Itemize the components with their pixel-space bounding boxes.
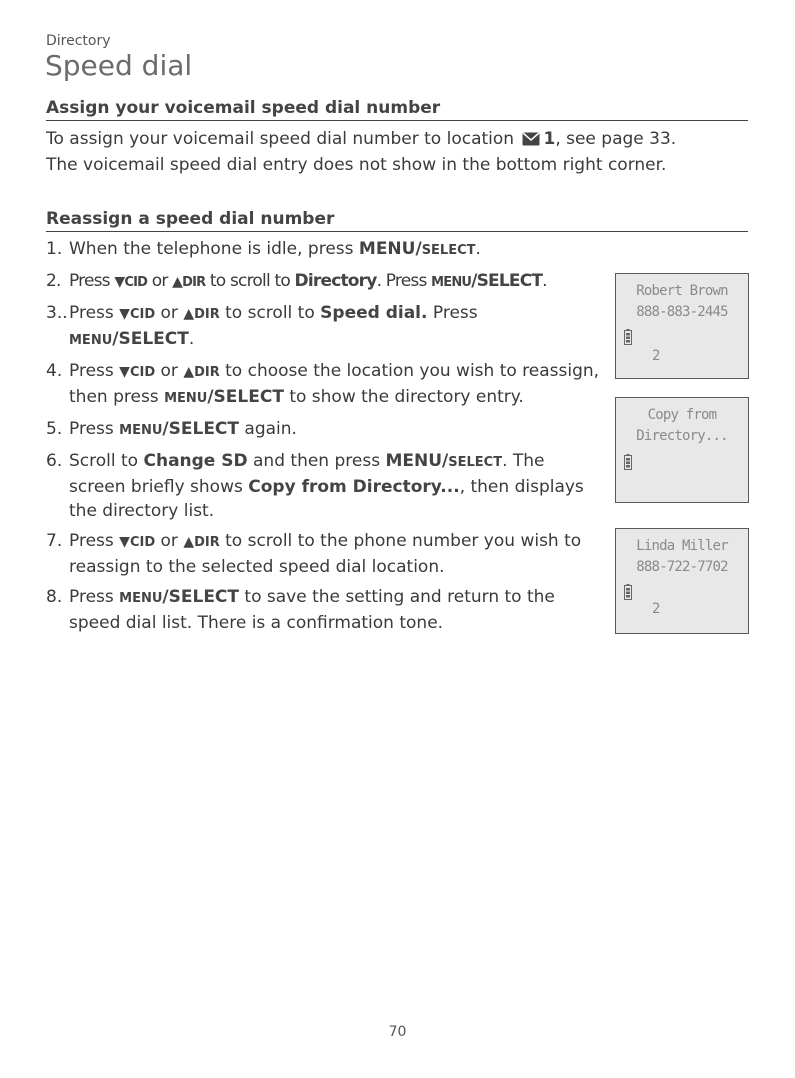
down-arrow-icon: ▼	[114, 274, 125, 290]
screen-slot-number: 2	[652, 348, 661, 364]
up-arrow-icon: ▲	[183, 534, 195, 550]
section-kicker: Directory	[46, 33, 111, 49]
steps-list	[46, 237, 602, 641]
screen-message-line-2: Directory...	[636, 428, 728, 444]
battery-icon	[624, 584, 632, 600]
screen-name-line: Linda Miller	[636, 538, 728, 554]
step-2: 2. Press ▼CID or ▲DIR to scroll to Directory. Press MENU/SELECT.	[46, 271, 547, 291]
screen-name-line: Robert Brown	[636, 283, 728, 299]
handset-screen-copy	[615, 397, 749, 503]
screen-number-line: 888-883-2445	[636, 304, 728, 320]
up-arrow-icon: ▲	[183, 306, 195, 322]
handset-screen-robert	[615, 273, 749, 379]
page-number: 70	[388, 1024, 407, 1040]
voicemail-section-body	[46, 127, 748, 177]
voicemail-section-heading: Assign your voicemail speed dial number	[46, 98, 748, 121]
voicemail-line-1: To assign your voicemail speed dial number to location 1, see page 33.	[46, 127, 748, 153]
up-arrow-icon: ▲	[183, 364, 195, 380]
screen-slot-number: 2	[652, 601, 661, 617]
battery-icon	[624, 329, 632, 345]
envelope-icon	[522, 129, 540, 153]
up-arrow-icon: ▲	[172, 274, 183, 290]
down-arrow-icon: ▼	[119, 306, 130, 322]
step-8: 8. Press MENU/SELECT to save the setting and return to the speed dial list. There is a confirmation tone.	[46, 587, 555, 633]
down-arrow-icon: ▼	[119, 364, 130, 380]
screen-number-line: 888-722-7702	[636, 559, 728, 575]
screen-message-line-1: Copy from	[647, 407, 717, 423]
handset-screen-linda	[615, 528, 749, 634]
step-3: 3.. Press ▼CID or ▲DIR to scroll to Speed dial. Press MENU/SELECT.	[46, 303, 478, 349]
step-4: 4. Press ▼CID or ▲DIR to choose the location you wish to reassign, then press MENU/SELECT to show the directory entry.	[46, 361, 600, 407]
down-arrow-icon: ▼	[119, 534, 130, 550]
step-1: 1. When the telephone is idle, press MENU/SELECT.	[46, 239, 481, 259]
voicemail-line-2: The voicemail speed dial entry does not show in the bottom right corner.	[46, 155, 667, 175]
reassign-section-heading: Reassign a speed dial number	[46, 209, 748, 232]
step-5: 5. Press MENU/SELECT again.	[46, 419, 297, 439]
page-title: Speed dial	[45, 49, 193, 82]
step-7: 7. Press ▼CID or ▲DIR to scroll to the phone number you wish to reassign to the selected speed dial location.	[46, 531, 582, 577]
step-6: 6. Scroll to Change SD and then press MENU/SELECT. The screen briefly shows Copy from Directory..., then displays the directory list.	[46, 451, 584, 521]
battery-icon	[624, 454, 632, 470]
